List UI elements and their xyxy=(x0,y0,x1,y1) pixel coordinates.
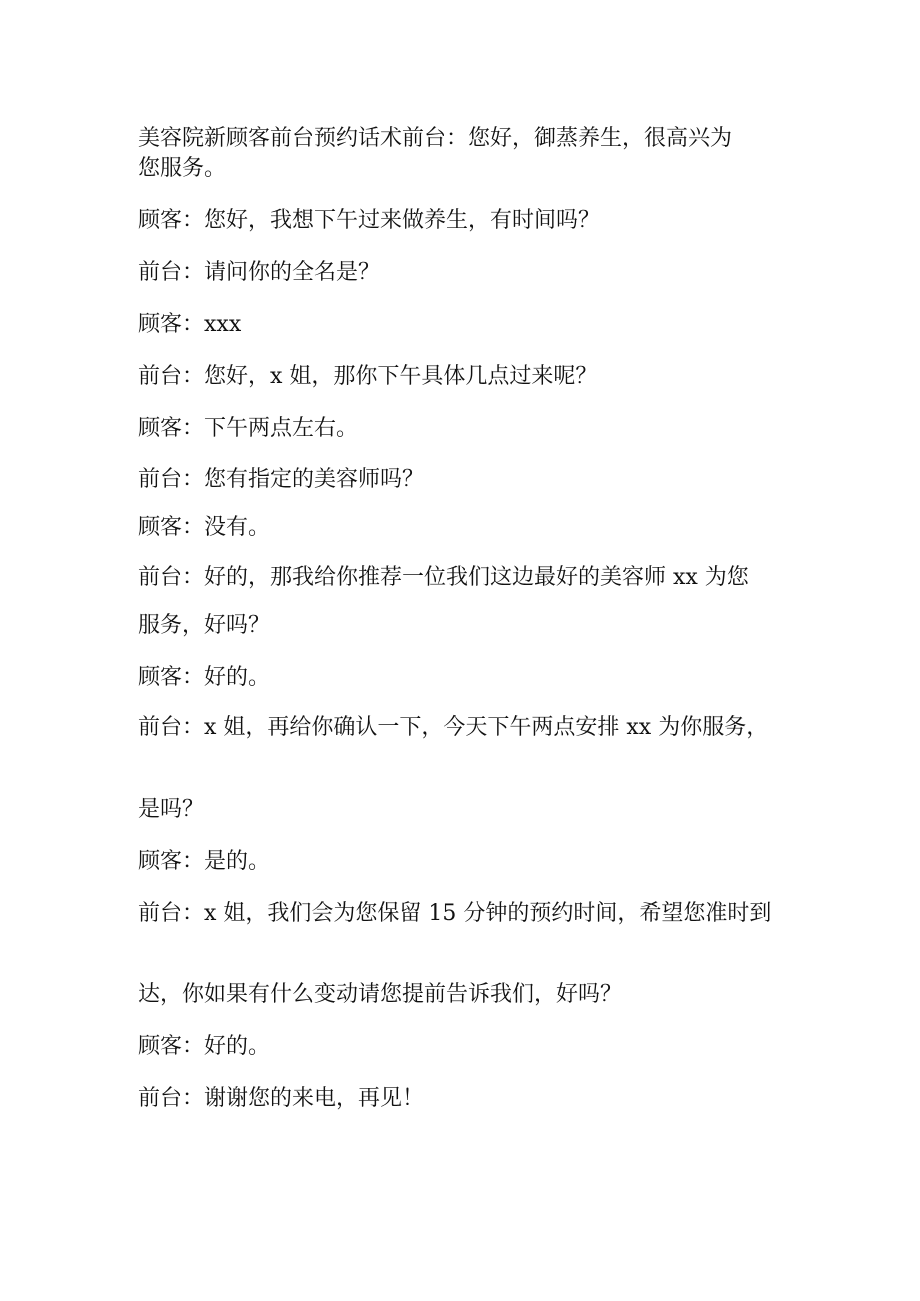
paragraph-customer-4: 顾客：没有。 xyxy=(138,515,271,540)
paragraph-customer-7: 顾客：好的。 xyxy=(138,1034,271,1059)
paragraph-customer-2: 顾客：xxx xyxy=(138,312,242,337)
paragraph-frontdesk-6b: 达，你如果有什么变动请您提前告诉我们，好吗？ xyxy=(138,982,623,1007)
paragraph-title-line: 美容院新顾客前台预约话术前台：您好，御蒸养生，很高兴为 您服务。 xyxy=(138,126,733,181)
paragraph-frontdesk-4a: 前台：好的，那我给你推荐一位我们这边最好的美容师 xx 为您 xyxy=(138,565,749,590)
paragraph-frontdesk-2: 前台：您好，x 姐，那你下午具体几点过来呢？ xyxy=(138,364,598,389)
paragraph-frontdesk-3: 前台：您有指定的美容师吗？ xyxy=(138,467,425,492)
paragraph-frontdesk-5b: 是吗？ xyxy=(138,797,205,822)
paragraph-frontdesk-4b: 服务，好吗？ xyxy=(138,613,271,638)
paragraph-frontdesk-6a: 前台：x 姐，我们会为您保留 15 分钟的预约时间，希望您准时到 xyxy=(138,901,772,926)
paragraph-frontdesk-1: 前台：请问你的全名是？ xyxy=(138,260,381,285)
paragraph-customer-5: 顾客：好的。 xyxy=(138,665,271,690)
paragraph-customer-1: 顾客：您好，我想下午过来做养生，有时间吗？ xyxy=(138,208,601,233)
paragraph-customer-3: 顾客：下午两点左右。 xyxy=(138,416,359,441)
paragraph-frontdesk-5a: 前台：x 姐，再给你确认一下，今天下午两点安排 xx 为你服务， xyxy=(138,715,769,740)
paragraph-customer-6: 顾客：是的。 xyxy=(138,849,271,874)
paragraph-frontdesk-7: 前台：谢谢您的来电，再见！ xyxy=(138,1086,425,1111)
